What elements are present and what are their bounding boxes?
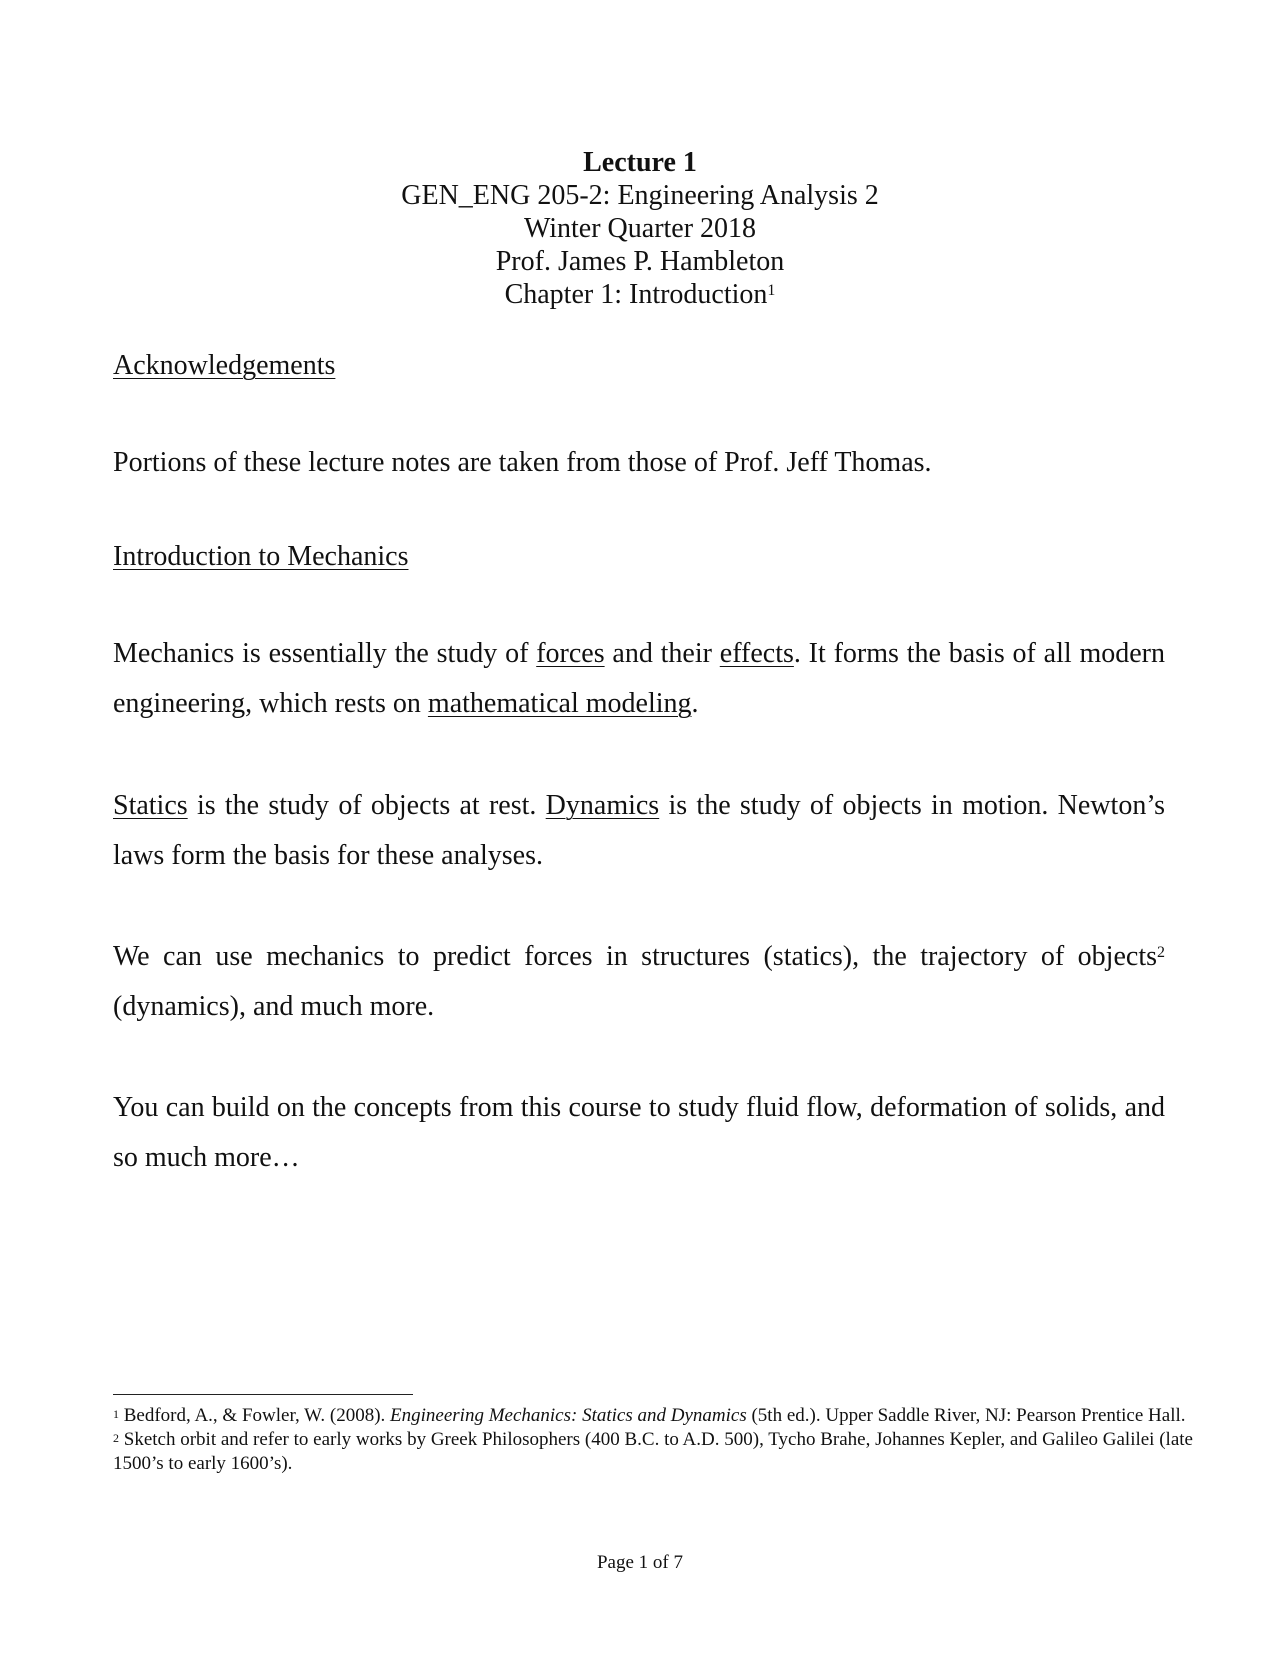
intro-paragraph-3 <box>113 932 1165 1032</box>
footnote-1 <box>113 1404 1213 1428</box>
footnote-divider <box>113 1394 413 1395</box>
footnote-2-text: Sketch orbit and refer to early works by Greek Philosophers (400 B.C. to A.D. 500), Tycho Brahe, Johannes Kepler, and Galileo Galilei (late 1500’s to early 1600’s). <box>113 1429 1193 1474</box>
footnote-1-book-title: Engineering Mechanics: Statics and Dynamics <box>390 1405 747 1426</box>
footnote-1-text-b: (5th ed.). Upper Saddle River, NJ: Pearson Prentice Hall. <box>746 1405 1186 1426</box>
lecture-header <box>0 146 1280 311</box>
acknowledgements-paragraph: Portions of these lecture notes are taken from those of Prof. Jeff Thomas. <box>113 447 932 478</box>
chapter-title <box>0 278 1280 311</box>
term-forces: forces <box>536 638 605 669</box>
p2-text-b: is the study of objects in motion. Newton’s laws form the basis for these analyses. <box>113 790 1166 871</box>
intro-paragraph-1 <box>113 629 1165 729</box>
term: Winter Quarter 2018 <box>523 213 757 244</box>
footnote-ref-1[interactable]: 1 <box>767 282 776 299</box>
intro-heading: Introduction to Mechanics <box>113 541 409 572</box>
intro-paragraph-2 <box>113 781 1165 881</box>
footnotes <box>113 1404 1213 1476</box>
term-dynamics: Dynamics <box>545 790 660 821</box>
footnote-1-text-a: Bedford, A., & Fowler, W. (2008). <box>119 1405 391 1426</box>
footnote-ref-2[interactable]: 2 <box>1157 944 1165 961</box>
p1-text-a: Mechanics is essentially the study of <box>113 638 537 669</box>
intro-paragraph-4: You can build on the concepts from this course to study fluid flow, deformation of solids, and so much more… <box>113 1092 1165 1173</box>
term-effects: effects <box>719 638 794 669</box>
course-name: GEN_ENG 205-2: Engineering Analysis 2 <box>401 180 879 211</box>
footnote-1-number: 1 <box>113 1407 119 1421</box>
p1-text-c: . It forms the basis of all modern engineering, which rests on <box>113 638 1165 719</box>
footnote-2 <box>113 1428 1213 1476</box>
p3-text-a: We can use mechanics to predict forces in structures (statics), the trajectory of objects <box>113 941 1157 972</box>
term-statics: Statics <box>113 790 188 821</box>
chapter-title-text: Chapter 1: Introduction <box>504 279 768 310</box>
p1-text-b: and their <box>604 638 720 669</box>
term-mathematical-modeling: mathematical modeling <box>427 688 692 719</box>
lecture-title: Lecture 1 <box>583 147 697 178</box>
instructor: Prof. James P. Hambleton <box>495 246 785 277</box>
p1-text-d: . <box>691 688 699 719</box>
p2-text-a: is the study of objects at rest. <box>187 790 546 821</box>
acknowledgements-heading: Acknowledgements <box>113 350 336 381</box>
page-number: Page 1 of 7 <box>596 1552 683 1573</box>
p3-text-b: (dynamics), and much more. <box>113 991 435 1022</box>
footnote-2-number: 2 <box>113 1431 119 1445</box>
